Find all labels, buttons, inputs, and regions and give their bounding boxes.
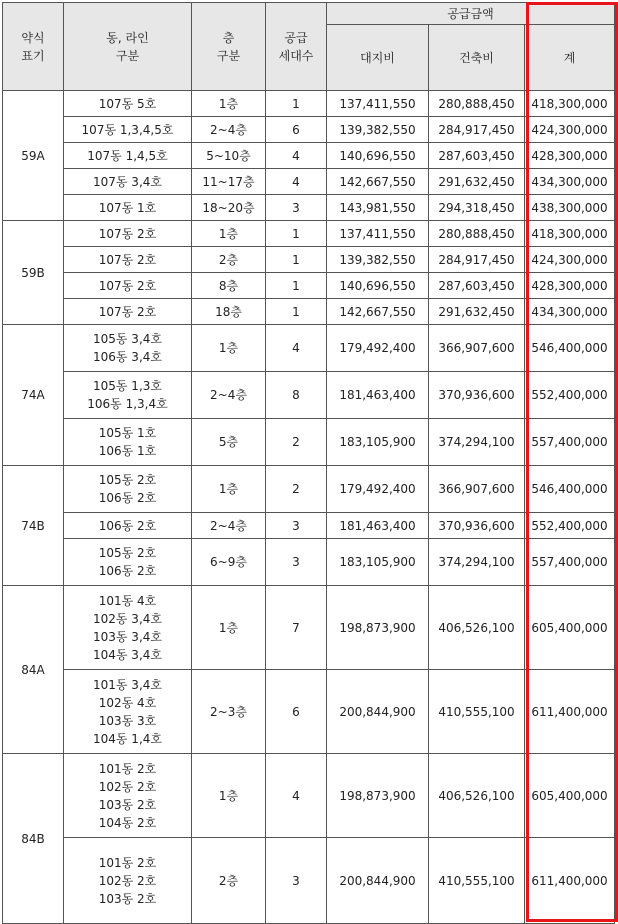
building-line-cell: [64, 513, 192, 539]
floor-cell: 1층: [192, 586, 266, 670]
building-line-text: 105동 2호: [98, 473, 157, 487]
construction-price-cell: 370,936,600: [429, 372, 525, 419]
building-line-text: 107동 1,4,5호: [87, 148, 168, 163]
supply-price-table: [2, 2, 615, 924]
land-price-cell: 198,873,900: [327, 586, 429, 670]
table-row: [3, 273, 615, 299]
building-line-cell: [64, 299, 192, 325]
land-price-cell: 140,696,550: [327, 273, 429, 299]
total-price-cell: 605,400,000: [525, 754, 615, 838]
construction-price-cell: 366,907,600: [429, 325, 525, 372]
building-line-text: 102동 2호: [98, 873, 157, 888]
building-line-cell: [64, 143, 192, 169]
units-cell: 3: [266, 539, 327, 586]
floor-cell: 2~4층: [192, 117, 266, 143]
units-cell: 1: [266, 299, 327, 325]
units-cell: 6: [266, 670, 327, 754]
table-row: [3, 325, 615, 372]
construction-price-cell: 374,294,100: [429, 539, 525, 586]
construction-price-cell: 280,888,450: [429, 221, 525, 247]
land-price-cell: 181,463,400: [327, 513, 429, 539]
building-line-text: 103동 3,4호: [93, 629, 162, 644]
building-line-text: 101동 4호: [98, 593, 157, 608]
table-row: [3, 539, 615, 586]
floor-cell: 1층: [192, 221, 266, 247]
units-cell: 1: [266, 221, 327, 247]
floor-cell: 1층: [192, 466, 266, 513]
floor-cell: 1층: [192, 754, 266, 838]
floor-cell: 1층: [192, 325, 266, 372]
units-cell: 4: [266, 169, 327, 195]
total-price-cell: 611,400,000: [525, 838, 615, 924]
building-line-text: 101동 2호: [98, 855, 157, 870]
units-cell: 1: [266, 247, 327, 273]
units-cell: 4: [266, 325, 327, 372]
building-line-cell: [64, 117, 192, 143]
building-line-cell: [64, 221, 192, 247]
building-line-text: 105동 1,3호: [93, 379, 162, 393]
construction-price-cell: 291,632,450: [429, 299, 525, 325]
type-cell: 84A: [3, 586, 64, 754]
units-cell: 2: [266, 419, 327, 466]
building-line-text: 107동 1호: [98, 200, 157, 215]
floor-cell: 5층: [192, 419, 266, 466]
building-line-text: 106동 3,4호: [93, 350, 162, 364]
header-units: 공급 세대수: [266, 3, 327, 91]
units-cell: 1: [266, 273, 327, 299]
building-line-text: 107동 2호: [98, 226, 157, 241]
construction-price-cell: 406,526,100: [429, 754, 525, 838]
building-line-cell: [64, 586, 192, 670]
table-row: [3, 221, 615, 247]
units-cell: 3: [266, 838, 327, 924]
building-line-text: 102동 4호: [98, 695, 157, 710]
table-row: [3, 143, 615, 169]
table-row: [3, 195, 615, 221]
total-price-cell: 434,300,000: [525, 169, 615, 195]
construction-price-cell: 284,917,450: [429, 247, 525, 273]
table-row: [3, 247, 615, 273]
total-price-cell: 611,400,000: [525, 670, 615, 754]
table-row: [3, 466, 615, 513]
building-line-text: 104동 3,4호: [93, 647, 162, 662]
units-cell: 2: [266, 466, 327, 513]
floor-cell: 2층: [192, 838, 266, 924]
total-price-cell: 557,400,000: [525, 539, 615, 586]
header-construction: 건축비: [429, 25, 525, 91]
land-price-cell: 198,873,900: [327, 754, 429, 838]
total-price-cell: 557,400,000: [525, 419, 615, 466]
floor-cell: 8층: [192, 273, 266, 299]
building-line-cell: [64, 91, 192, 117]
building-line-text: 106동 2호: [98, 518, 157, 533]
total-price-cell: 428,300,000: [525, 143, 615, 169]
table-row: [3, 169, 615, 195]
total-price-cell: 552,400,000: [525, 372, 615, 419]
building-line-cell: [64, 169, 192, 195]
total-price-cell: 605,400,000: [525, 586, 615, 670]
units-cell: 4: [266, 143, 327, 169]
building-line-text: 101동 2호: [98, 761, 157, 776]
units-cell: 1: [266, 91, 327, 117]
land-price-cell: 179,492,400: [327, 325, 429, 372]
building-line-text: 103동 3호: [98, 713, 157, 728]
floor-cell: 18~20층: [192, 195, 266, 221]
floor-cell: 1층: [192, 91, 266, 117]
table-row: [3, 299, 615, 325]
land-price-cell: 183,105,900: [327, 539, 429, 586]
table-row: [3, 754, 615, 838]
units-cell: 8: [266, 372, 327, 419]
table-row: [3, 586, 615, 670]
table-row: [3, 513, 615, 539]
building-line-cell: [64, 670, 192, 754]
floor-cell: 2~3층: [192, 670, 266, 754]
building-line-cell: [64, 273, 192, 299]
floor-cell: 18층: [192, 299, 266, 325]
building-line-text: 107동 5호: [98, 96, 157, 111]
type-cell: 84B: [3, 754, 64, 924]
land-price-cell: 139,382,550: [327, 247, 429, 273]
building-line-text: 106동 1호: [98, 444, 157, 458]
land-price-cell: 200,844,900: [327, 838, 429, 924]
table-body: [3, 91, 615, 924]
construction-price-cell: 287,603,450: [429, 273, 525, 299]
building-line-text: 101동 3,4호: [93, 677, 162, 692]
total-price-cell: 424,300,000: [525, 117, 615, 143]
construction-price-cell: 287,603,450: [429, 143, 525, 169]
building-line-cell: [64, 247, 192, 273]
header-land: 대지비: [327, 25, 429, 91]
total-price-cell: 418,300,000: [525, 221, 615, 247]
units-cell: 4: [266, 754, 327, 838]
land-price-cell: 142,667,550: [327, 299, 429, 325]
type-cell: 74B: [3, 466, 64, 586]
land-price-cell: 139,382,550: [327, 117, 429, 143]
construction-price-cell: 374,294,100: [429, 419, 525, 466]
table-row: [3, 372, 615, 419]
floor-cell: 2층: [192, 247, 266, 273]
table-row: [3, 838, 615, 924]
total-price-cell: 438,300,000: [525, 195, 615, 221]
land-price-cell: 200,844,900: [327, 670, 429, 754]
header-type: 약식 표기: [3, 3, 64, 91]
floor-cell: 6~9층: [192, 539, 266, 586]
building-line-cell: [64, 466, 192, 513]
total-price-cell: 546,400,000: [525, 325, 615, 372]
building-line-text: 107동 2호: [98, 278, 157, 293]
land-price-cell: 179,492,400: [327, 466, 429, 513]
land-price-cell: 143,981,550: [327, 195, 429, 221]
units-cell: 3: [266, 513, 327, 539]
building-line-cell: [64, 419, 192, 466]
building-line-text: 105동 2호: [98, 546, 157, 560]
building-line-text: 106동 1,3,4호: [87, 397, 168, 411]
construction-price-cell: 366,907,600: [429, 466, 525, 513]
construction-price-cell: 280,888,450: [429, 91, 525, 117]
table-header: [3, 3, 615, 91]
building-line-text: 106동 2호: [98, 564, 157, 578]
total-price-cell: 428,300,000: [525, 273, 615, 299]
building-line-text: 103동 2호: [98, 891, 157, 906]
header-supply-price: 공급금액: [327, 3, 615, 25]
floor-cell: 5~10층: [192, 143, 266, 169]
land-price-cell: 183,105,900: [327, 419, 429, 466]
header-total: 계: [525, 25, 615, 91]
land-price-cell: 137,411,550: [327, 91, 429, 117]
building-line-cell: [64, 539, 192, 586]
header-building-line: 동, 라인 구분: [64, 3, 192, 91]
header-floor: 층 구분: [192, 3, 266, 91]
table-row: [3, 419, 615, 466]
table-row: [3, 91, 615, 117]
units-cell: 6: [266, 117, 327, 143]
total-price-cell: 552,400,000: [525, 513, 615, 539]
type-cell: 59A: [3, 91, 64, 221]
building-line-cell: [64, 754, 192, 838]
land-price-cell: 142,667,550: [327, 169, 429, 195]
building-line-text: 107동 2호: [98, 252, 157, 267]
construction-price-cell: 410,555,100: [429, 838, 525, 924]
construction-price-cell: 284,917,450: [429, 117, 525, 143]
total-price-cell: 434,300,000: [525, 299, 615, 325]
total-price-cell: 546,400,000: [525, 466, 615, 513]
building-line-text: 107동 3,4호: [93, 174, 162, 189]
land-price-cell: 140,696,550: [327, 143, 429, 169]
construction-price-cell: 370,936,600: [429, 513, 525, 539]
building-line-text: 103동 2호: [98, 797, 157, 812]
floor-cell: 11~17층: [192, 169, 266, 195]
total-price-cell: 424,300,000: [525, 247, 615, 273]
building-line-text: 105동 1호: [98, 426, 157, 440]
construction-price-cell: 406,526,100: [429, 586, 525, 670]
building-line-text: 102동 2호: [98, 779, 157, 794]
building-line-text: 106동 2호: [98, 491, 157, 505]
construction-price-cell: 291,632,450: [429, 169, 525, 195]
land-price-cell: 137,411,550: [327, 221, 429, 247]
total-price-cell: 418,300,000: [525, 91, 615, 117]
building-line-cell: [64, 838, 192, 924]
building-line-text: 104동 1,4호: [93, 731, 162, 746]
building-line-text: 107동 2호: [98, 304, 157, 319]
building-line-text: 102동 3,4호: [93, 611, 162, 626]
building-line-text: 107동 1,3,4,5호: [81, 122, 174, 137]
land-price-cell: 181,463,400: [327, 372, 429, 419]
building-line-cell: [64, 372, 192, 419]
table-row: [3, 117, 615, 143]
floor-cell: 2~4층: [192, 513, 266, 539]
building-line-text: 105동 3,4호: [93, 332, 162, 346]
floor-cell: 2~4층: [192, 372, 266, 419]
type-cell: 59B: [3, 221, 64, 325]
construction-price-cell: 294,318,450: [429, 195, 525, 221]
units-cell: 7: [266, 586, 327, 670]
construction-price-cell: 410,555,100: [429, 670, 525, 754]
building-line-cell: [64, 195, 192, 221]
building-line-text: 104동 2호: [98, 815, 157, 830]
units-cell: 3: [266, 195, 327, 221]
type-cell: 74A: [3, 325, 64, 466]
building-line-cell: [64, 325, 192, 372]
table-row: [3, 670, 615, 754]
